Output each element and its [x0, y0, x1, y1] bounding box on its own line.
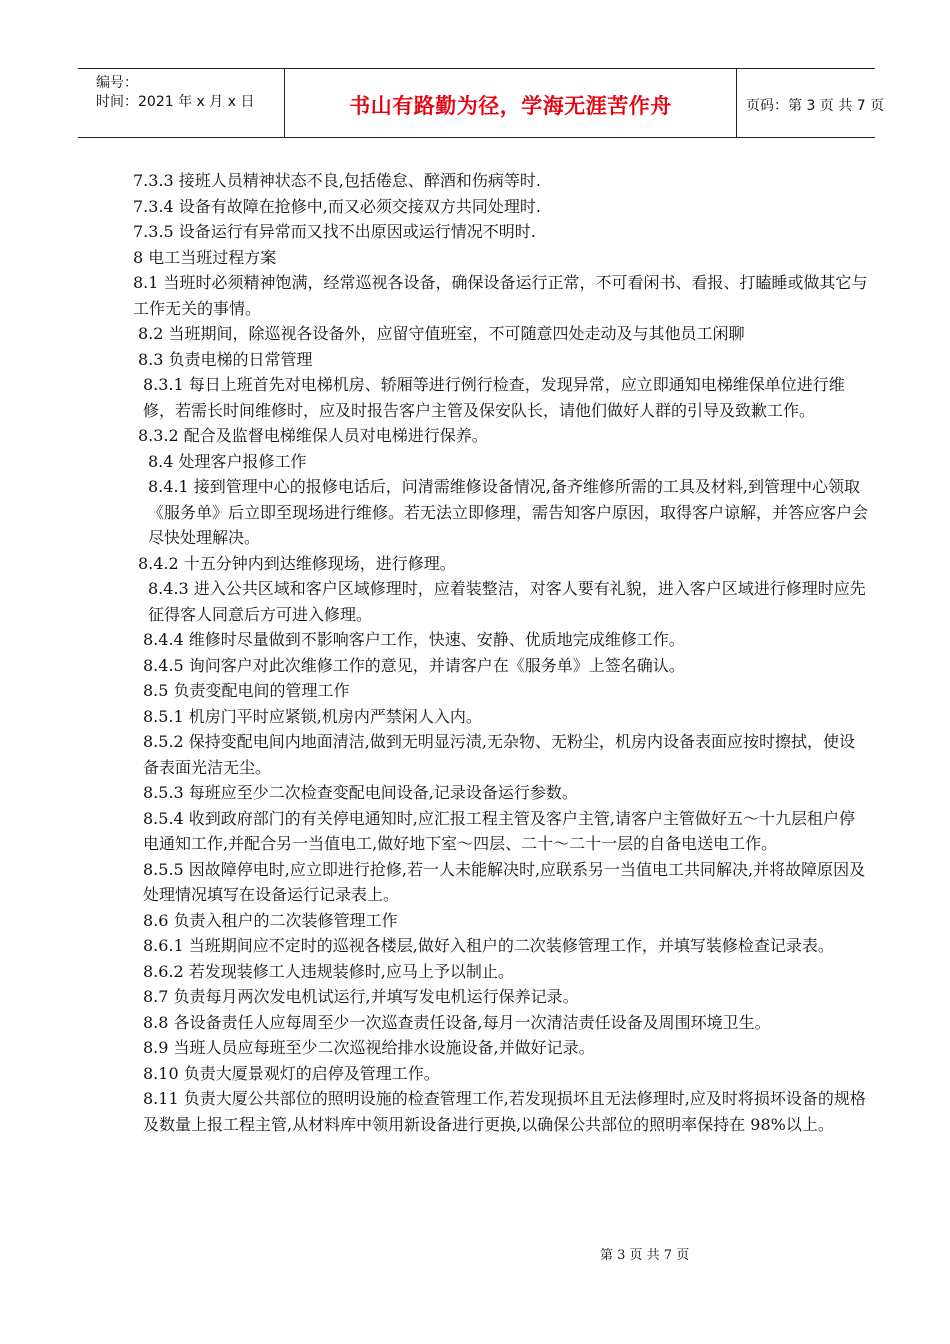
paragraph: 8.7 负责每月两次发电机试运行,并填写发电机运行保养记录。: [143, 987, 579, 1006]
paragraph: 8.4.4 维修时尽量做到不影响客户工作，快速、安静、优质地完成维修工作。: [143, 630, 685, 649]
paragraph: 8.5.1 机房门平时应紧锁,机房内严禁闲人入内。: [143, 706, 482, 726]
header-page-label: 页码：第 3 页 共 7 页: [746, 98, 885, 114]
time-label: 时间：2021 年 x 月 x 日: [96, 94, 255, 110]
header-meta: [78, 69, 284, 137]
paragraph: 8.5.2 保持变配电间内地面清洁,做到无明显污渍,无杂物、无粉尘，机房内设备表面应按时擦拭，使设备表面光洁无尘。: [143, 732, 855, 777]
paragraph: 8.5.4 收到政府部门的有关停电通知时,应汇报工程主管及客户主管,请客户主管做好五～十九层租户停电通知工作,并配合另一当值电工,做好地下室～四层、二十～二十一层的自备电送电工作。: [143, 808, 855, 853]
header-motto: 书山有路勤为径，学海无涯苦作舟: [349, 94, 672, 118]
paragraph: 8.2 当班期间，除巡视各设备外，应留守值班室，不可随意四处走动及与其他员工闲聊: [138, 324, 745, 343]
paragraph: 8.5 负责变配电间的管理工作: [143, 681, 350, 700]
paragraph: 8.9 当班人员应每班至少二次巡视给排水设施设备,并做好记录。: [143, 1038, 595, 1057]
paragraph: 8.4.1 接到管理中心的报修电话后，问清需维修设备情况,备齐维修所需的工具及材料,到管理中心领取《服务单》后立即至现场进行维修。若无法立即修理，需告知客户原因，取得客户谅解，并答应客户会尽快处理解决。: [148, 477, 869, 547]
paragraph: 8.5.5 因故障停电时,应立即进行抢修,若一人未能解决时,应联系另一当值电工共同解决,并将故障原因及处理情况填写在设备运行记录表上。: [143, 859, 866, 904]
paragraph: 8.3.1 每日上班首先对电梯机房、轿厢等进行例行检查，发现异常，应立即通知电梯维保单位进行维修，若需长时间维修时，应及时报告客户主管及保安队长，请他们做好人群的引导及致歉工作。: [143, 375, 845, 420]
document-body: [108, 168, 868, 1137]
paragraph: 8.4.5 询问客户对此次维修工作的意见，并请客户在《服务单》上签名确认。: [143, 655, 685, 675]
paragraph: 8.3 负责电梯的日常管理: [138, 349, 313, 369]
paragraph: 8.10 负责大厦景观灯的启停及管理工作。: [143, 1063, 440, 1083]
paragraph: 8.5.3 每班应至少二次检查变配电间设备,记录设备运行参数。: [143, 783, 578, 802]
paragraph: 8 电工当班过程方案: [133, 247, 277, 267]
paragraph: 8.4.3 进入公共区域和客户区域修理时，应着装整洁，对客人要有礼貌，进入客户区域进行修理时应先征得客人同意后方可进入修理。: [148, 579, 866, 624]
paragraph: 7.3.5 设备运行有异常而又找不出原因或运行情况不明时.: [133, 222, 536, 241]
paragraph: 8.6.1 当班期间应不定时的巡视各楼层,做好入租户的二次装修管理工作，并填写装修检查记录表。: [143, 936, 834, 955]
paragraph: 7.3.4 设备有故障在抢修中,而又必须交接双方共同处理时.: [133, 196, 541, 216]
header-motto-cell: [284, 69, 737, 137]
paragraph: 7.3.3 接班人员精神状态不良,包括倦怠、醉酒和伤病等时.: [133, 171, 541, 190]
number-label: 编号：: [96, 75, 138, 91]
page-footer: 第 3 页 共 7 页: [600, 1248, 690, 1263]
paragraph: 8.4 处理客户报修工作: [148, 451, 307, 471]
page-header: [78, 68, 885, 138]
paragraph: 8.4.2 十五分钟内到达维修现场，进行修理。: [138, 553, 456, 573]
paragraph: 8.6.2 若发现装修工人违规装修时,应马上予以制止。: [143, 961, 514, 981]
paragraph: 8.11 负责大厦公共部位的照明设施的检查管理工作,若发现损坏且无法修理时,应及时将损坏设备的规格及数量上报工程主管,从材料库中领用新设备进行更换,以确保公共部位的照明率保持在 98%以上。: [143, 1089, 866, 1134]
paragraph: 8.6 负责入租户的二次装修管理工作: [143, 910, 398, 930]
paragraph: 8.1 当班时必须精神饱满，经常巡视各设备，确保设备运行正常，不可看闲书、看报、打瞌睡或做其它与工作无关的事情。: [133, 273, 868, 318]
paragraph: 8.8 各设备责任人应每周至少一次巡查责任设备,每月一次清洁责任设备及周围环境卫生。: [143, 1012, 771, 1032]
header-page-cell: [736, 69, 885, 137]
paragraph: 8.3.2 配合及监督电梯维保人员对电梯进行保养。: [138, 426, 488, 445]
